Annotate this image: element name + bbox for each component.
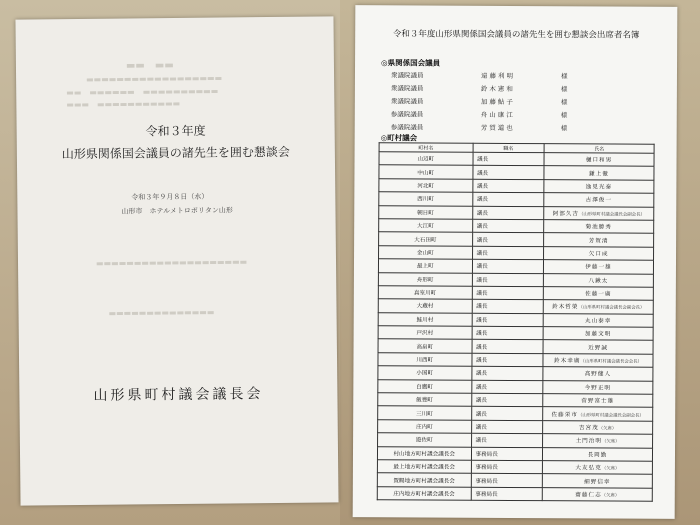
cell-name xyxy=(543,420,653,434)
title-text: 議長 xyxy=(475,438,487,445)
diet-member-row xyxy=(391,70,631,82)
diet-member-row xyxy=(391,109,631,121)
title-text: 議長 xyxy=(475,384,488,391)
diet-member-house: 参議院議員 xyxy=(390,110,424,119)
cell-title xyxy=(472,246,544,260)
diet-member-house: 参議院議員 xyxy=(390,123,424,132)
name-note: （欠席） xyxy=(601,466,620,472)
table-row xyxy=(378,379,653,394)
title-text: 議長 xyxy=(476,183,489,190)
diet-member-honorific: 様 xyxy=(560,124,568,133)
municipality-text: 置賜地方町村議会議長会 xyxy=(393,477,455,485)
show-through-text: ▬▬ ▬▬ xyxy=(125,60,174,72)
cell-name xyxy=(543,354,653,368)
cell-name xyxy=(544,220,654,234)
cell-title xyxy=(472,233,544,247)
cell-title xyxy=(472,259,544,273)
cell-title xyxy=(472,300,544,314)
title-text: 議長 xyxy=(476,304,488,311)
cell-name xyxy=(544,193,654,207)
cell-municipality xyxy=(377,473,471,487)
municipality-text: 真室川町 xyxy=(413,290,437,297)
table-row xyxy=(378,259,653,274)
municipality-text: 山辺町 xyxy=(417,156,435,163)
table-row xyxy=(378,299,653,314)
name-text: 丸山泰幸 xyxy=(584,318,612,325)
municipality-text: 高畠町 xyxy=(416,344,434,351)
diet-member-row xyxy=(391,122,631,134)
cell-title xyxy=(472,286,544,300)
cell-title xyxy=(471,447,543,461)
cell-name xyxy=(542,461,652,475)
title-text: 議長 xyxy=(475,357,488,364)
municipality-text: 最上町 xyxy=(416,263,434,270)
cell-name xyxy=(543,407,653,421)
cell-name xyxy=(542,487,652,501)
diet-member-name: 芳賀道也 xyxy=(480,123,515,132)
municipality-text: 小国町 xyxy=(416,370,434,378)
title-text: 議長 xyxy=(476,223,488,230)
cell-title xyxy=(472,340,544,354)
name-text: 阿部久吉 xyxy=(552,210,580,218)
show-through-text: ▬▬▬▬▬▬▬▬▬▬▬▬▬▬▬▬▬▬ xyxy=(86,73,223,84)
attendee-list-sheet xyxy=(353,5,678,519)
cell-name xyxy=(543,300,653,314)
municipality-text: 庄内地方町村議会議長会 xyxy=(393,491,455,498)
name-text: 伊藤一雄 xyxy=(585,264,612,271)
cell-name xyxy=(544,153,654,167)
municipality-text: 金山町 xyxy=(416,250,434,257)
name-text: 土門治明 xyxy=(575,438,602,445)
diet-member-house: 衆議院議員 xyxy=(390,97,424,106)
cover-title-year: 令和３年度 xyxy=(145,123,206,139)
municipality-text: 遊佐町 xyxy=(415,437,433,444)
cell-municipality xyxy=(379,232,473,246)
municipality-text: 舟形町 xyxy=(416,277,434,284)
name-text: 近野誠 xyxy=(588,345,608,352)
diet-member-name: 舟山康江 xyxy=(480,110,515,119)
cell-name xyxy=(544,206,654,220)
header-title: 職名 xyxy=(473,143,545,152)
cell-name xyxy=(543,434,653,448)
diet-member-house: 衆議院議員 xyxy=(390,84,424,93)
table-row xyxy=(379,192,654,207)
title-text: 議長 xyxy=(475,398,487,405)
cover-title-main: 山形県関係国会議員の諸先生を囲む懇談会 xyxy=(61,144,290,162)
name-note: （欠席） xyxy=(598,426,617,432)
title-text: 議長 xyxy=(476,290,488,297)
cell-title xyxy=(471,460,543,474)
cell-title xyxy=(472,192,544,206)
cell-municipality xyxy=(378,366,472,380)
cell-municipality xyxy=(378,433,472,447)
title-text: 議長 xyxy=(476,331,488,338)
title-text: 事務局長 xyxy=(475,451,498,458)
name-note: （山形県町村議会議長会副会長） xyxy=(578,305,645,312)
table-row xyxy=(378,406,653,421)
cell-name xyxy=(543,273,653,287)
table-row xyxy=(378,366,653,381)
diet-member-honorific: 様 xyxy=(560,111,568,120)
name-text: 芳賀清 xyxy=(588,237,609,245)
cell-name xyxy=(542,447,652,461)
title-text: 議長 xyxy=(476,210,488,217)
title-text: 議長 xyxy=(476,264,488,271)
cell-municipality xyxy=(377,487,471,501)
name-text: 八鍬太 xyxy=(588,278,609,285)
header-name: 氏名 xyxy=(544,144,654,154)
name-note: （山形県町村議会議長会副会長） xyxy=(578,212,645,218)
title-text: 事務局長 xyxy=(475,491,498,498)
name-text: 加藤文明 xyxy=(584,331,612,338)
cell-municipality xyxy=(378,326,472,340)
name-text: 吉宮茂 xyxy=(578,425,599,432)
table-row xyxy=(378,353,653,368)
table-row xyxy=(379,179,654,194)
cell-municipality xyxy=(378,420,472,434)
name-text: 今野正明 xyxy=(584,385,612,392)
table-row xyxy=(378,312,653,327)
cell-title xyxy=(471,367,543,381)
municipality-text: 庄内町 xyxy=(415,424,433,431)
cell-municipality xyxy=(379,192,473,206)
municipality-text: 最上地方町村議会議長会 xyxy=(393,464,455,471)
name-text: 樋口和男 xyxy=(585,157,613,164)
title-text: 事務局長 xyxy=(475,478,498,485)
cell-title xyxy=(471,420,543,434)
name-text: 逸見光泰 xyxy=(585,184,613,191)
diet-member-honorific: 様 xyxy=(560,98,568,107)
header-municipality: 町村名 xyxy=(379,143,473,152)
name-text: 髙野健人 xyxy=(584,371,612,378)
municipality-text: 西川町 xyxy=(417,196,434,203)
cell-municipality xyxy=(379,165,473,179)
title-text: 議長 xyxy=(476,317,488,324)
diet-member-name: 加藤鮎子 xyxy=(480,97,515,106)
municipality-text: 鮭川村 xyxy=(416,317,434,324)
municipal-table-body xyxy=(377,143,654,502)
cell-municipality xyxy=(378,312,472,326)
table-row xyxy=(378,393,653,408)
name-text: 菊池勝秀 xyxy=(585,224,612,231)
municipality-text: 戸沢村 xyxy=(416,330,434,337)
municipality-text: 中山町 xyxy=(417,170,435,177)
cell-title xyxy=(472,166,544,180)
table-row xyxy=(378,286,653,301)
table-row xyxy=(379,152,654,167)
municipal-attendee-table xyxy=(377,142,655,502)
table-row xyxy=(379,205,654,220)
cell-municipality xyxy=(378,393,472,407)
cell-municipality xyxy=(379,205,473,219)
show-through-text: ▬▬▬▬▬▬▬▬▬▬▬▬▬▬▬▬▬▬▬▬ xyxy=(95,257,248,268)
table-row xyxy=(378,272,653,287)
diet-member-honorific: 様 xyxy=(560,85,568,94)
diet-member-row xyxy=(391,96,631,108)
title-text: 議長 xyxy=(475,424,487,431)
cell-name xyxy=(544,233,654,247)
title-text: 議長 xyxy=(476,344,488,351)
municipality-text: 飯豊町 xyxy=(416,397,433,404)
municipality-text: 朝日町 xyxy=(417,210,434,217)
cell-name xyxy=(542,474,652,488)
municipality-text: 大蔵村 xyxy=(416,303,434,311)
table-row xyxy=(378,326,653,341)
cell-name xyxy=(543,380,653,394)
diet-member-house: 衆議院議員 xyxy=(390,71,424,80)
title-text: 事務局長 xyxy=(475,464,498,472)
diet-section-heading: ◎県関係国会議員 xyxy=(381,58,441,68)
table-row xyxy=(377,487,652,502)
name-text: 欠口成 xyxy=(588,251,609,258)
cell-title xyxy=(473,152,545,166)
diet-member-row xyxy=(391,83,631,95)
cell-name xyxy=(544,179,654,193)
cell-name xyxy=(544,246,654,260)
cell-title xyxy=(471,393,543,407)
show-through-text: ▬▬▬ ▬▬▬▬▬▬▬▬▬▬▬ xyxy=(66,98,181,110)
cell-title xyxy=(471,380,543,394)
cell-municipality xyxy=(378,299,472,313)
cell-title xyxy=(472,273,544,287)
attendee-list-title: 令和３年度山形県関係国会議員の諸先生を囲む懇談会出席者名簿 xyxy=(392,29,640,41)
cell-municipality xyxy=(379,219,473,233)
title-text: 議長 xyxy=(476,237,488,244)
cell-title xyxy=(472,313,544,327)
cell-municipality xyxy=(377,446,471,460)
municipal-section-heading: ◎町村議会 xyxy=(380,133,418,143)
cell-name xyxy=(543,260,653,274)
cell-name xyxy=(544,166,654,180)
title-text: 議長 xyxy=(477,156,489,164)
cover-sheet xyxy=(15,16,338,505)
municipality-text: 三川町 xyxy=(416,411,433,418)
cell-municipality xyxy=(378,259,472,273)
title-text: 議長 xyxy=(476,277,488,284)
title-text: 議長 xyxy=(475,371,488,378)
name-text: 鈴木哲榮 xyxy=(552,304,579,311)
table-row xyxy=(379,219,654,234)
cell-municipality xyxy=(378,353,472,367)
title-text: 議長 xyxy=(476,170,489,177)
cell-title xyxy=(471,433,543,447)
title-text: 議長 xyxy=(476,197,489,204)
name-note: （山形県町村議会議長会会長） xyxy=(580,359,642,365)
name-text: 長岡勤 xyxy=(587,452,608,459)
name-text: 大友弘克 xyxy=(575,465,602,472)
diet-member-honorific: 様 xyxy=(560,72,568,81)
cell-title xyxy=(471,407,543,421)
name-text: 細野信幸 xyxy=(584,478,611,486)
table-row xyxy=(377,460,652,475)
name-text: 鈴木幸廣 xyxy=(554,358,581,365)
cell-municipality xyxy=(379,246,473,260)
show-through-text: ▬▬▬▬▬▬▬▬▬▬▬▬▬▬ xyxy=(108,307,215,318)
cell-municipality xyxy=(378,339,472,353)
name-text: 佐藤栄市 xyxy=(551,411,578,418)
cell-municipality xyxy=(379,179,473,193)
municipality-text: 川西町 xyxy=(416,357,434,364)
cell-title xyxy=(472,206,544,220)
name-text: 古澤俊一 xyxy=(585,197,613,204)
name-text: 鎌上徹 xyxy=(589,170,609,178)
municipality-text: 大石田町 xyxy=(414,237,437,244)
cell-municipality xyxy=(379,152,473,166)
municipality-text: 白鷹町 xyxy=(416,384,433,391)
diet-member-name: 鈴木憲和 xyxy=(480,84,515,93)
diet-member-name: 遠藤利明 xyxy=(480,71,515,80)
table-row xyxy=(377,446,652,461)
name-note: （欠席） xyxy=(601,439,620,445)
cell-name xyxy=(543,394,653,408)
cell-title xyxy=(471,474,543,488)
table-row xyxy=(377,473,652,488)
cell-title xyxy=(472,219,544,233)
name-note: （欠席） xyxy=(601,493,620,499)
cell-municipality xyxy=(378,272,472,286)
cover-date: 令和３年９月８日（水） xyxy=(131,192,209,202)
cell-title xyxy=(471,353,543,367)
cell-name xyxy=(543,327,653,341)
table-row xyxy=(379,232,654,247)
municipality-text: 河北町 xyxy=(417,183,435,190)
cell-title xyxy=(472,179,544,193)
municipality-text: 村山地方町村議会議長会 xyxy=(393,451,456,458)
cell-municipality xyxy=(377,460,471,474)
cell-municipality xyxy=(378,379,472,393)
cell-name xyxy=(543,340,653,354)
table-row xyxy=(379,246,654,261)
cell-title xyxy=(471,487,543,501)
table-row xyxy=(379,165,654,180)
cell-municipality xyxy=(378,286,472,300)
cell-name xyxy=(543,367,653,381)
table-row xyxy=(378,433,653,448)
municipality-text: 大江町 xyxy=(417,223,434,230)
cell-name xyxy=(543,287,653,301)
cover-venue: 山形市 ホテルメトロポリタン山形 xyxy=(121,206,233,216)
cell-title xyxy=(472,326,544,340)
name-text: 佐藤一廣 xyxy=(585,291,612,298)
table-row xyxy=(378,339,653,354)
title-text: 議長 xyxy=(475,411,487,418)
title-text: 議長 xyxy=(476,250,488,257)
name-note: （山形県町村議会議長会副会長） xyxy=(577,412,644,419)
table-row xyxy=(378,420,653,435)
show-through-text: ▬▬ ▬▬▬▬▬▬ ▬▬▬▬▬▬▬▬▬▬ xyxy=(66,86,219,98)
name-text: 菅野富士雄 xyxy=(581,398,615,405)
cell-municipality xyxy=(378,406,472,420)
cover-organizer: 山形県町村議会議長会 xyxy=(93,386,264,404)
cell-name xyxy=(543,313,653,327)
name-text: 齋藤仁志 xyxy=(575,492,602,499)
